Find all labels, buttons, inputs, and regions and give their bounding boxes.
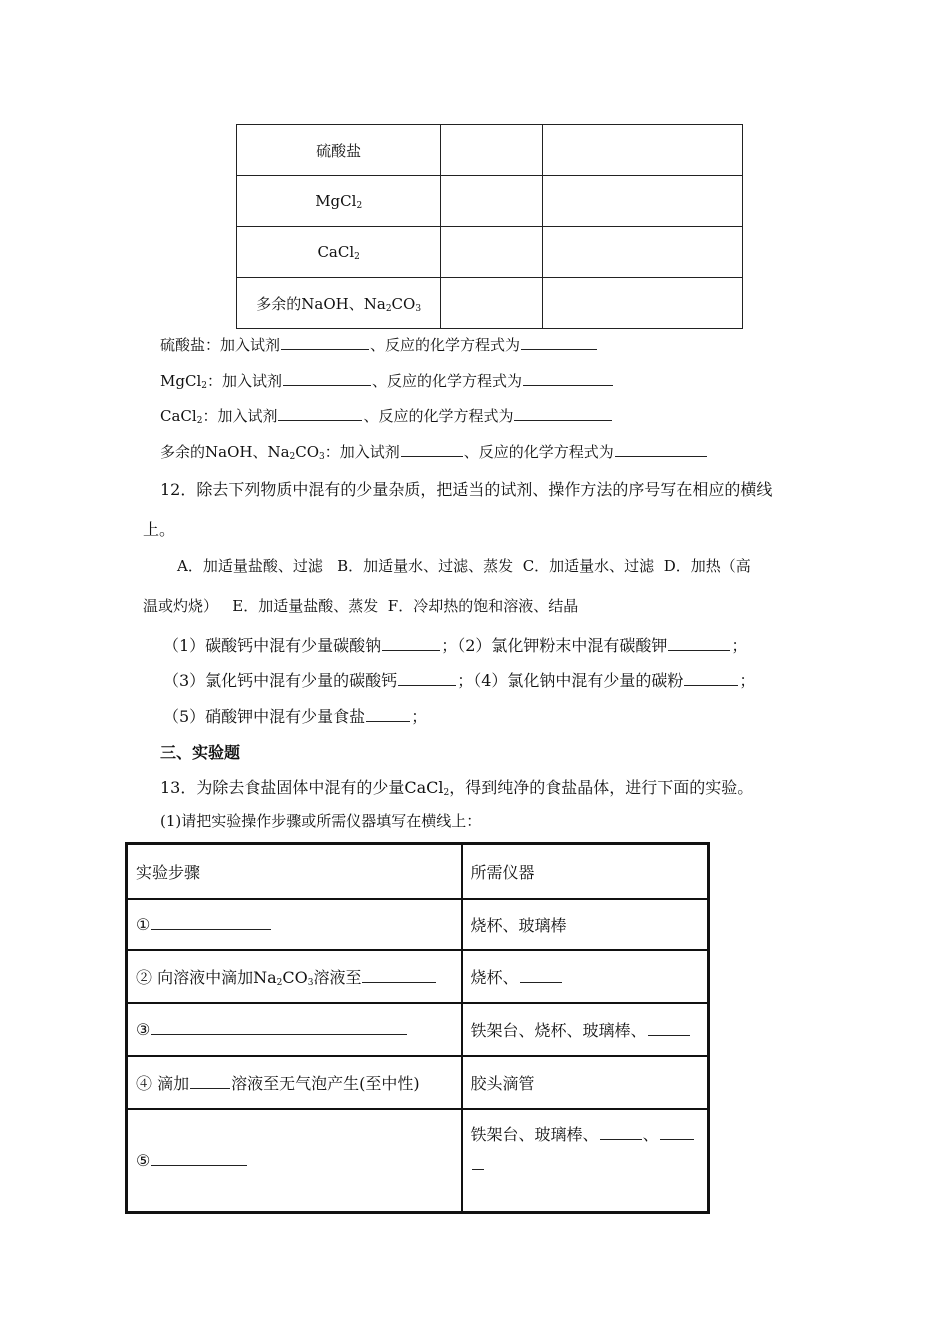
answer-cell[interactable]	[542, 278, 742, 329]
impurity-label: CaCl$_2$	[317, 243, 360, 262]
blank-answer[interactable]	[382, 636, 440, 651]
instrument-cell: 胶头滴管	[462, 1056, 709, 1109]
table-row	[127, 1003, 709, 1056]
table-row	[127, 1056, 709, 1109]
instrument-cell: 铁架台、玻璃棒、 、	[462, 1109, 709, 1213]
blank-step[interactable]	[151, 1151, 247, 1166]
impurity-label: 硫酸盐	[316, 141, 362, 160]
header-step: 实验步骤	[127, 844, 462, 900]
step-cell: ③	[127, 1003, 462, 1056]
answer-cell[interactable]	[542, 125, 742, 176]
step-cell: ⑤	[127, 1109, 462, 1213]
answer-cell[interactable]	[542, 176, 742, 227]
blank-equation[interactable]	[521, 335, 597, 350]
header-instruments: 所需仪器	[462, 844, 709, 900]
q12-options-line1: A．加适量盐酸、过滤 B．加适量水、过滤、蒸发 C．加适量水、过滤 D．加热（高	[177, 557, 751, 575]
q12-items-row2: （3）氯化钙中混有少量的碳酸钙 ；（4）氯化钠中混有少量的碳粉 ；	[163, 671, 756, 690]
blank-instrument[interactable]	[600, 1125, 642, 1140]
impurity-cell	[237, 125, 441, 176]
blank-reagent[interactable]	[190, 1074, 230, 1089]
blank-instrument-continued[interactable]	[472, 1155, 484, 1170]
fill-line-sulfate: 硫酸盐：加入试剂 、反应的化学方程式为	[160, 334, 598, 355]
answer-cell[interactable]	[441, 227, 543, 278]
answer-cell[interactable]	[441, 125, 543, 176]
blank-reagent[interactable]	[278, 406, 362, 421]
blank-step[interactable]	[362, 968, 436, 983]
blank-equation[interactable]	[523, 371, 613, 386]
table-row	[237, 125, 743, 176]
q12-stem-line2: 上。	[143, 520, 176, 539]
section-heading: 三、实验题	[160, 743, 241, 762]
blank-reagent[interactable]	[283, 371, 371, 386]
impurity-table	[236, 124, 743, 329]
q12-items-row1: （1）碳酸钙中混有少量碳酸钠 ；（2）氯化钾粉末中混有碳酸钾 ；	[163, 636, 748, 655]
blank-answer[interactable]	[398, 671, 456, 686]
step-cell: ①	[127, 899, 462, 950]
answer-cell[interactable]	[542, 227, 742, 278]
q13-sub1: (1)请把实验操作步骤或所需仪器填写在横线上：	[160, 812, 482, 830]
blank-step[interactable]	[151, 915, 271, 930]
answer-cell[interactable]	[441, 176, 543, 227]
blank-equation[interactable]	[615, 442, 707, 457]
table-row	[127, 950, 709, 1003]
q12-items-row3: （5）硝酸钾中混有少量食盐 ；	[163, 707, 428, 726]
blank-instrument[interactable]	[660, 1125, 694, 1140]
table-row	[237, 278, 743, 329]
blank-equation[interactable]	[514, 406, 612, 421]
q12-options-line2: 温或灼烧） E．加适量盐酸、蒸发 F．冷却热的饱和溶液、结晶	[143, 597, 579, 615]
fill-line-excess: 多余的NaOH、$Na_2CO_3$：加入试剂 、反应的化学方程式为	[160, 441, 708, 462]
q13-stem: 13．为除去食盐固体中混有的少量CaCl$_2$，得到纯净的食盐晶体，进行下面的实验。	[160, 778, 754, 798]
table-row	[127, 844, 709, 900]
blank-answer[interactable]	[684, 671, 738, 686]
table-row	[127, 899, 709, 950]
fill-line-cacl2: CaCl$_2$：加入试剂 、反应的化学方程式为	[160, 405, 613, 426]
answer-cell[interactable]	[441, 278, 543, 329]
blank-reagent[interactable]	[281, 335, 369, 350]
instrument-cell: 烧杯、玻璃棒	[462, 899, 709, 950]
table-row	[237, 176, 743, 227]
impurity-cell	[237, 278, 441, 329]
blank-answer[interactable]	[668, 636, 730, 651]
impurity-label: 多余的NaOH、$Na_2CO_3$	[256, 294, 422, 314]
fill-line-mgcl2: MgCl$_2$：加入试剂 、反应的化学方程式为	[160, 370, 614, 391]
impurity-label: MgCl$_2$	[315, 192, 363, 211]
impurity-cell	[237, 227, 441, 278]
experiment-table	[125, 842, 710, 1214]
step-cell: ② 向溶液中滴加$Na_2CO_3$溶液至	[127, 950, 462, 1003]
q12-stem-line1: 12．除去下列物质中混有的少量杂质，把适当的试剂、操作方法的序号写在相应的横线	[160, 480, 773, 499]
impurity-cell	[237, 176, 441, 227]
table-row	[127, 1109, 709, 1213]
instrument-cell: 铁架台、烧杯、玻璃棒、	[462, 1003, 709, 1056]
blank-reagent[interactable]	[401, 442, 463, 457]
instrument-cell: 烧杯、	[462, 950, 709, 1003]
blank-step[interactable]	[151, 1020, 407, 1035]
step-cell: ④ 滴加 溶液至无气泡产生(至中性)	[127, 1056, 462, 1109]
blank-instrument[interactable]	[648, 1021, 690, 1036]
table-row	[237, 227, 743, 278]
blank-instrument[interactable]	[520, 968, 562, 983]
blank-answer[interactable]	[366, 707, 410, 722]
